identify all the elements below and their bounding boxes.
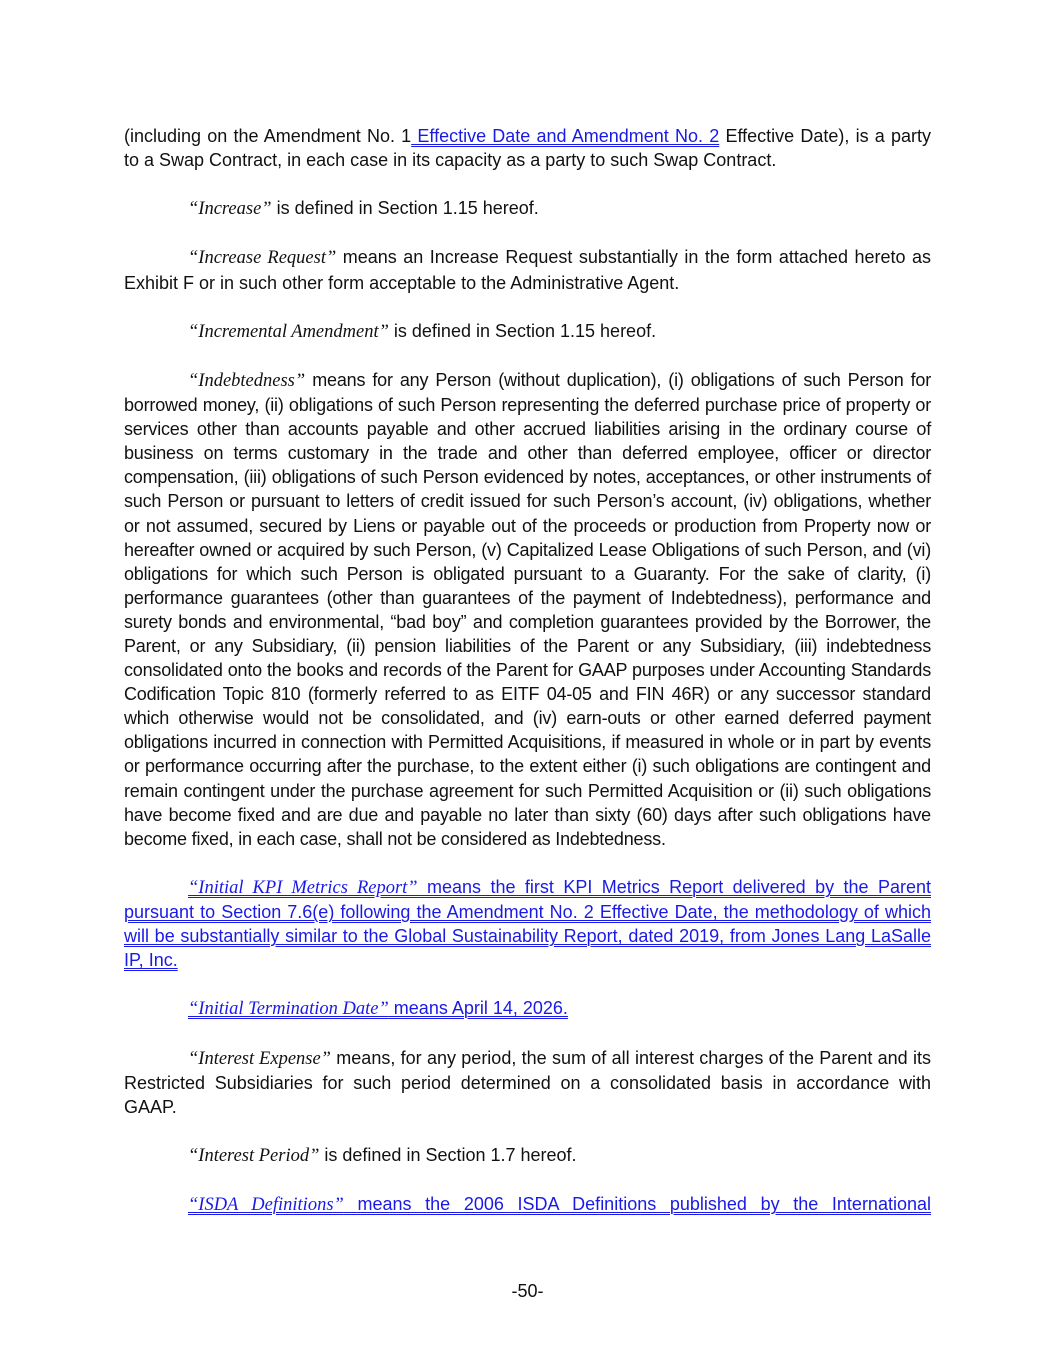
defined-term: “Increase Request”	[188, 248, 337, 269]
definition-text: means the first KPI Metrics Report delivered by the Parent pursuant to Section 7.6(e) following the Amendment No. 2 Effective Date, the methodology of which will be substantially similar to the Global Sustainability Report, dated 2019, from Jones Lang LaSalle IP, Inc.	[124, 876, 931, 971]
defined-term: “Initial Termination Date”	[188, 999, 389, 1020]
definition-text: means April 14, 2026.	[388, 998, 568, 1019]
definition-isda-definitions	[124, 1192, 931, 1217]
definition-indebtedness	[124, 368, 931, 851]
definition-text: means the 2006 ISDA Definitions published by the International	[343, 1194, 931, 1215]
paragraph-text: (including on the Amendment No. 1	[124, 126, 412, 146]
defined-term: “Increase”	[188, 199, 272, 220]
definition-increase	[124, 196, 931, 221]
page-number: -50-	[511, 1281, 544, 1301]
defined-term: “Interest Expense”	[188, 1048, 331, 1069]
document-body	[124, 124, 931, 1241]
definition-text: means, for any period, the sum of all interest charges of the Parent and its Restricted Subsidiaries for such period determined on a consolidated basis in accordance with GAAP.	[124, 1047, 931, 1117]
defined-term: “ISDA Definitions”	[188, 1195, 344, 1216]
definition-text: is defined in Section 1.15 hereof.	[388, 320, 657, 341]
definition-increase-request	[124, 245, 931, 294]
defined-term: “Initial KPI Metrics Report”	[188, 877, 418, 898]
definition-initial-termination-date	[124, 996, 931, 1021]
definition-interest-expense	[124, 1046, 931, 1119]
defined-term: “Incremental Amendment”	[188, 321, 389, 342]
definition-text: means for any Person (without duplication), (i) obligations of such Person for borrowed money, (ii) obligations of such Person representing the deferred purchase price of property or services other than accounts payable and other accrued liabilities arising in the ordinary course of business on terms customary in the trade and other than deferred employee, officer or director compensation, (iii) obligations of such Person evidenced by notes, acceptances, or other instruments of such Person or pursuant to letters of credit issued for such Person’s account, (iv) obligations, whether or not assumed, secured by Liens or payable out of the proceeds or production from Property now or hereafter owned or acquired by such Person, (v) Capitalized Lease Obligations of such Person, and (vi) obligations for which such Person is obligated pursuant to a Guaranty. For the sake of clarity, (i) performance guarantees (other than guarantees of the payment of Indebtedness), performance and surety bonds and environmental, “bad boy” and completion guarantees provided by the Borrower, the Parent, or any Subsidiary, (ii) pension liabilities of the Parent or any Subsidiary, (iii) indebtedness consolidated onto the books and records of the Parent for GAAP purposes under Accounting Standards Codification Topic 810 (formerly referred to as EITF 04-05 and FIN 46R) or any successor standard which otherwise would not be consolidated, and (iv) earn-outs or other earned deferred payment obligations incurred in connection with Permitted Acquisitions, if measured in whole or in part by events or performance occurring after the purchase, to the extent either (i) such obligations are contingent and remain contingent under the purchase agreement for such Permitted Acquisition or (ii) such obligations have become fixed and are due and payable no later than sixty (60) days after such obligations have become fixed, in each case, shall not be considered as Indebtedness.	[124, 369, 931, 849]
definition-text: means an Increase Request substantially in the form attached hereto as Exhibit F or in such other form acceptable to the Administrative Agent.	[124, 247, 931, 293]
defined-term: “Interest Period”	[188, 1145, 320, 1166]
definition-text: is defined in Section 1.15 hereof.	[271, 198, 539, 219]
inserted-text: Effective Date and Amendment No. 2	[411, 126, 720, 146]
definition-text: is defined in Section 1.7 hereof.	[319, 1144, 577, 1165]
definition-incremental-amendment	[124, 319, 931, 344]
definition-initial-kpi-metrics-report	[124, 875, 931, 972]
paragraph-swap-contract	[124, 124, 931, 172]
paragraph-text: Effective Date), is a party to a Swap Contract, in each case in its capacity as a party to such Swap Contract.	[124, 126, 932, 171]
defined-term: “Indebtedness”	[188, 370, 306, 391]
definition-interest-period	[124, 1143, 931, 1168]
